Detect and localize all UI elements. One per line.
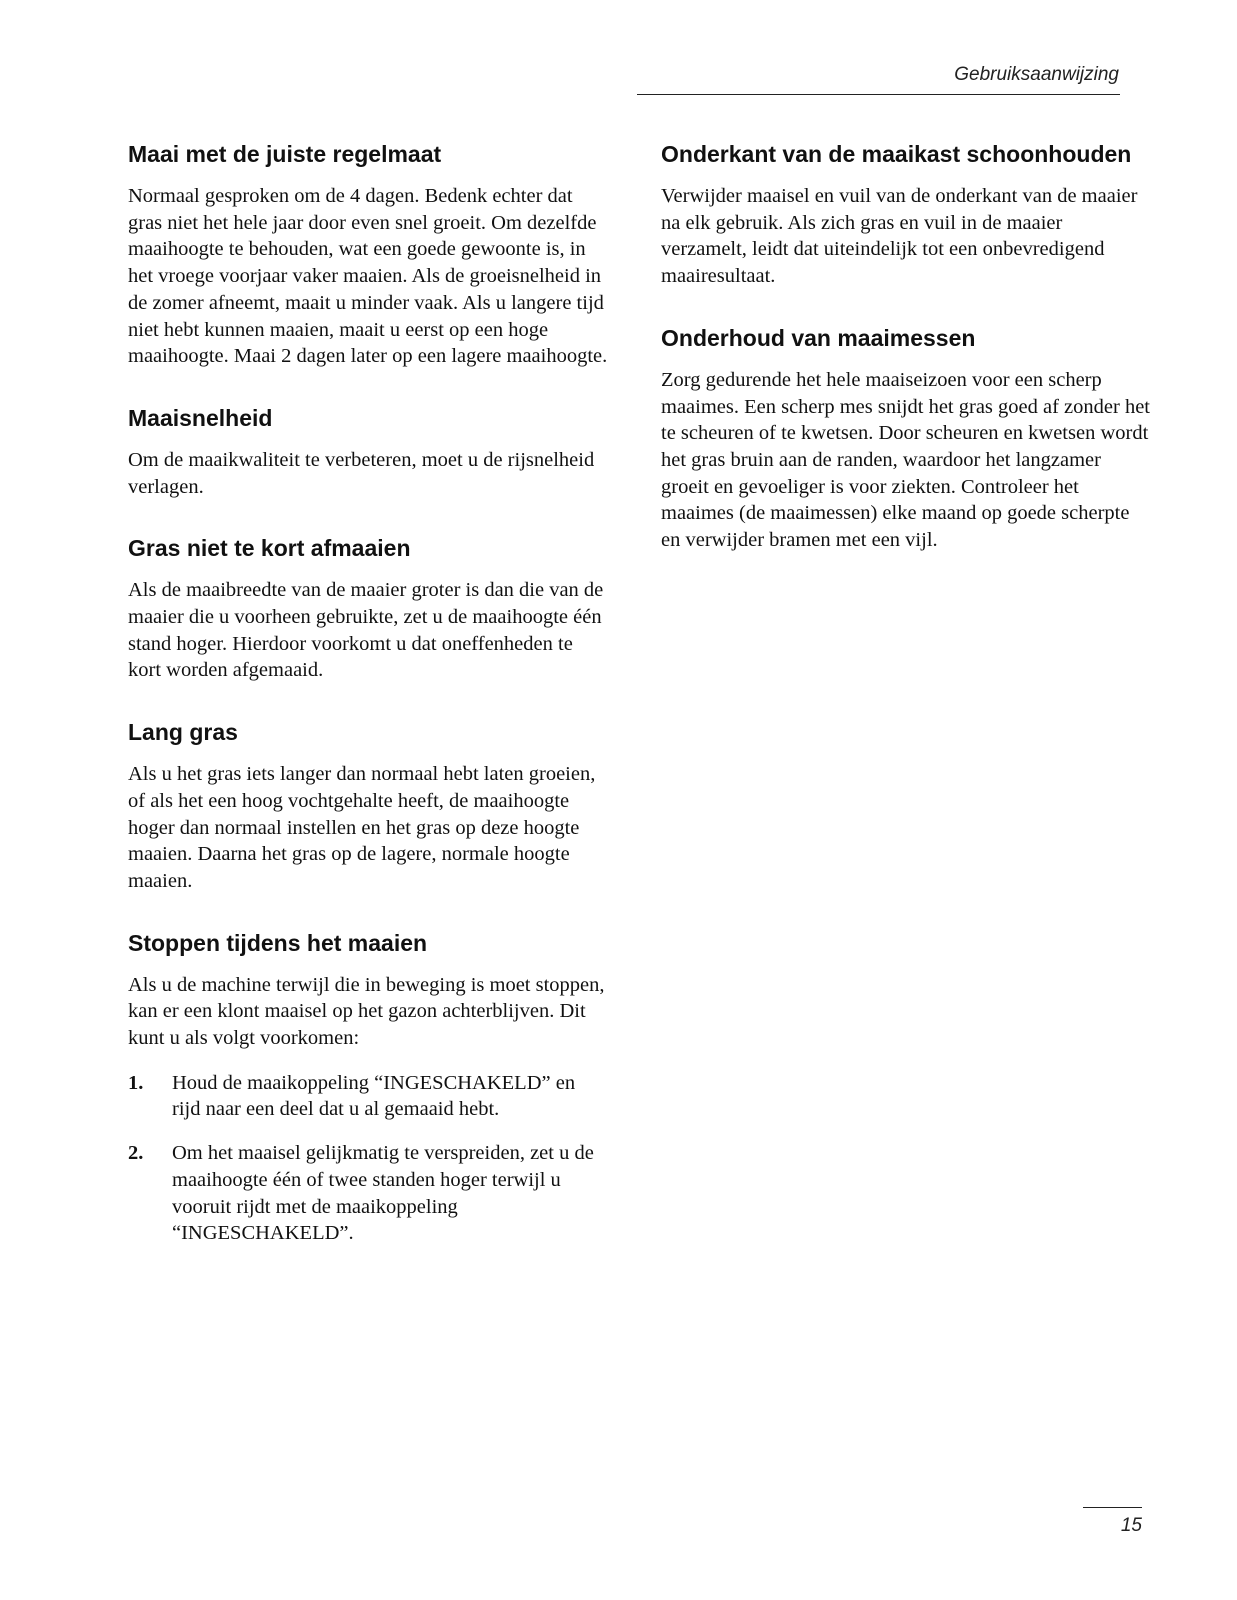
right-column xyxy=(661,140,1151,588)
section-body: Verwijder maaisel en vuil van de onderkant van de maaier na elk gebruik. Als zich gras en vuil in de maaier verzamelt, leidt dat uiteindelijk tot een onbevredigend maairesultaat. xyxy=(661,185,1138,288)
section-maaimessen xyxy=(661,324,1151,554)
section-body: Als de maaibreedte van de maaier groter is dan die van de maaier die u voorheen gebruikte, zet u de maaihoogte één stand hoger. Hierdoor voorkomt u dat oneffenheden te kort worden afgemaaid. xyxy=(128,579,604,682)
section-onderkant xyxy=(661,140,1151,290)
section-heading: Onderhoud van maaimessen xyxy=(661,324,976,351)
header-rule xyxy=(637,94,1120,95)
section-lang-gras xyxy=(128,718,608,895)
list-item xyxy=(128,1070,608,1123)
running-header: Gebruiksaanwijzing xyxy=(954,64,1119,85)
step-number: 2. xyxy=(128,1142,144,1165)
step-number: 1. xyxy=(128,1071,144,1094)
section-body: Zorg gedurende het hele maaiseizoen voor een scherp maaimes. Een scherp mes snijdt het gras goed af zonder het te scheuren of te kwetsen. Door scheuren en kwetsen wordt het gras bruin aan de randen, waardoor het langzamer groeit en gevoeliger is voor ziekten. Controleer het maaimes (de maaimessen) elke maand op goede scherpte en verwijder bramen met een vijl. xyxy=(661,368,1150,552)
section-body: Om de maaikwaliteit te verbeteren, moet u de rijsnelheid verlagen. xyxy=(128,448,595,498)
section-body: Normaal gesproken om de 4 dagen. Bedenk echter dat gras niet het hele jaar door even snel groeit. Om dezelfde maaihoogte te behouden, wat een goede gewoonte is, in het vroege voorjaar vaker maaien. Als de groeisnelheid in de zomer afneemt, maait u minder vaak. Als u langere tijd niet hebt kunnen maaien, maait u eerst op een hoge maaihoogte. Maai 2 dagen later op een lagere maaihoogte. xyxy=(128,185,608,368)
section-heading: Onderkant van de maaikast schoonhouden xyxy=(661,141,1132,167)
section-heading: Lang gras xyxy=(128,719,238,746)
steps-list xyxy=(128,1070,608,1247)
left-column xyxy=(128,140,608,1281)
page-number: 15 xyxy=(1120,1515,1142,1536)
footer-rule xyxy=(1083,1507,1142,1508)
section-heading: Gras niet te kort afmaaien xyxy=(128,535,411,562)
section-heading: Maai met de juiste regelmaat xyxy=(128,141,442,167)
section-heading: Stoppen tijdens het maaien xyxy=(128,929,428,956)
section-maaisnelheid xyxy=(128,404,608,500)
section-niet-te-kort xyxy=(128,534,608,684)
section-body: Als u de machine terwijl die in beweging is moet stoppen, kan er een klont maaisel op het gazon achterblijven. Dit kunt u als volgt voorkomen: xyxy=(128,973,605,1050)
section-stoppen xyxy=(128,929,608,1247)
list-item xyxy=(128,1140,608,1247)
step-text: Om het maaisel gelijkmatig te verspreiden, zet u de maaihoogte één of twee standen hoger terwijl u vooruit rijdt met de maaikoppeling “INGESCHAKELD”. xyxy=(172,1142,594,1245)
step-text: Houd de maaikoppeling “INGESCHAKELD” en rijd naar een deel dat u al gemaaid hebt. xyxy=(172,1071,576,1121)
section-heading: Maaisnelheid xyxy=(128,404,273,431)
section-regelmaat xyxy=(128,140,608,370)
section-body: Als u het gras iets langer dan normaal hebt laten groeien, of als het een hoog vochtgehalte heeft, de maaihoogte hoger dan normaal instellen en het gras op deze hoogte maaien. Daarna het gras op de lagere, normale hoogte maaien. xyxy=(128,763,596,892)
